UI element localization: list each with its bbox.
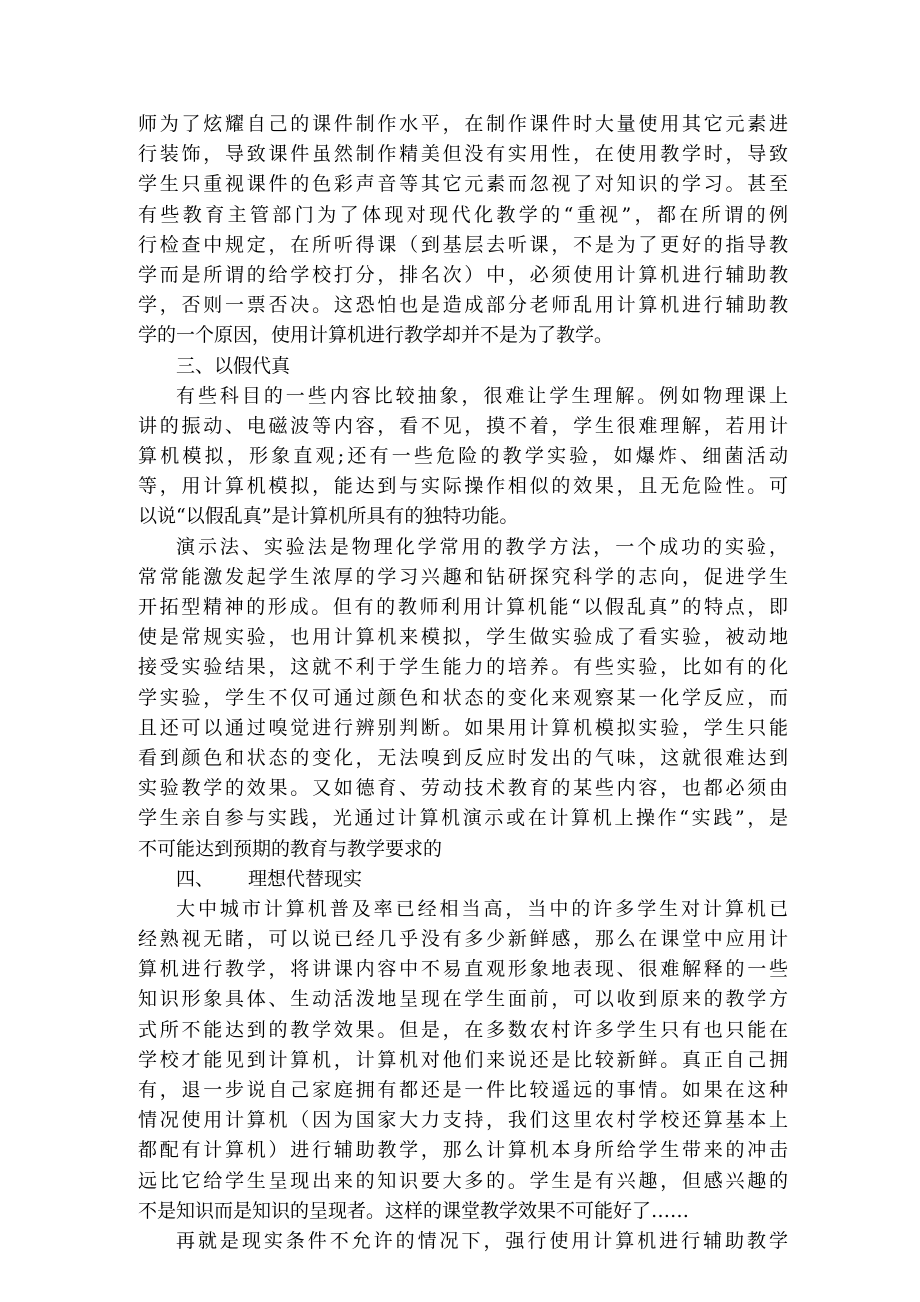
paragraph [138, 381, 788, 532]
text-line: 常常能激发起学生浓厚的学习兴趣和钻研探究科学的志向，促进学生 [138, 565, 788, 588]
text-line: 开拓型精神的形成。但有的教师利用计算机能“以假乱真”的特点，即 [138, 596, 788, 618]
text-line: 有，退一步说自己家庭拥有都还是一件比较遥远的事情。如果在这种 [138, 1079, 788, 1101]
text-line: 以说“以假乱真”是计算机所具有的独特功能。 [138, 505, 519, 528]
text-line: 接受实验结果，这就不利于学生能力的培养。有些实验，比如有的化 [138, 656, 788, 679]
paragraph [138, 894, 788, 1226]
section-title: 理想代替现实 [248, 867, 363, 890]
text-line: 大中城市计算机普及率已经相当高，当中的许多学生对计算机已 [176, 897, 788, 920]
text-line: 演示法、实验法是物理化学常用的教学方法，一个成功的实验， [176, 535, 788, 558]
text-line: 都配有计算机）进行辅助教学，那么计算机本身所给学生带来的冲击 [138, 1139, 788, 1162]
text-line: 学生亲自参与实践，光通过计算机演示或在计算机上操作“实践”，是 [138, 807, 788, 830]
text-line: 不是知识而是知识的呈现者。这样的课堂教学效果不可能好了…… [138, 1199, 690, 1222]
text-line: 等，用计算机模拟，能达到与实际操作相似的效果，且无危险性。可 [138, 475, 788, 498]
text-line: 算机进行教学，将讲课内容中不易直观形象地表现、很难解释的一些 [138, 958, 788, 981]
text-line: 看到颜色和状态的变化，无法嗅到反应时发出的气味，这就很难达到 [138, 746, 788, 769]
text-line: 情况使用计算机（因为国家大力支持，我们这里农村学校还算基本上 [138, 1109, 788, 1132]
text-line: 不可能达到预期的教育与教学要求的 [138, 837, 443, 860]
text-line: 学实验，学生不仅可通过颜色和状态的变化来观察某一化学反应，而 [138, 686, 788, 709]
paragraph [138, 532, 788, 864]
text-line: 再就是现实条件不允许的情况下，强行使用计算机进行辅助教学 [176, 1229, 788, 1252]
paragraph [138, 109, 788, 351]
text-line: 且还可以通过嗅觉进行辨别判断。如果用计算机模拟实验，学生只能 [138, 716, 788, 739]
section-heading [138, 864, 788, 894]
text-line: 讲的振动、电磁波等内容，看不见，摸不着，学生很难理解，若用计 [138, 414, 788, 437]
text-line: 师为了炫耀自己的课件制作水平，在制作课件时大量使用其它元素进 [138, 113, 788, 135]
text-line: 学而是所谓的给学校打分，排名次）中，必须使用计算机进行辅助教 [138, 263, 788, 286]
text-line: 学生只重视课件的色彩声音等其它元素而忽视了对知识的学习。甚至 [138, 173, 788, 196]
document-body [138, 109, 788, 1256]
text-line: 学校才能见到计算机，计算机对他们来说还是比较新鲜。真正自己拥 [138, 1048, 788, 1071]
text-line: 实验教学的效果。又如德育、劳动技术教育的某些内容，也都必须由 [138, 777, 788, 800]
section-heading: 三、以假代真 [176, 354, 291, 377]
text-line: 学，否则一票否决。这恐怕也是造成部分老师乱用计算机进行辅助教 [138, 294, 788, 317]
text-line: 使是常规实验，也用计算机来模拟，学生做实验成了看实验，被动地 [138, 626, 788, 649]
text-line: 知识形象具体、生动活泼地呈现在学生面前，可以收到原来的教学方 [138, 988, 788, 1011]
text-line: 行装饰，导致课件虽然制作精美但没有实用性，在使用教学时，导致 [138, 143, 788, 166]
text-line: 式所不能达到的教学效果。但是，在多数农村许多学生只有也只能在 [138, 1018, 788, 1041]
section-number: 四、 [176, 867, 215, 890]
text-line: 学的一个原因，使用计算机进行教学却并不是为了教学。 [138, 324, 614, 347]
paragraph [138, 1226, 788, 1256]
text-line: 有些教育主管部门为了体现对现代化教学的“重视”，都在所谓的例 [138, 203, 788, 226]
text-line: 有些科目的一些内容比较抽象，很难让学生理解。例如物理课上 [176, 384, 788, 407]
text-line: 远比它给学生呈现出来的知识要大多的。学生是有兴趣，但感兴趣的 [138, 1169, 788, 1192]
text-line: 经熟视无睹，可以说已经几乎没有多少新鲜感，那么在课堂中应用计 [138, 928, 788, 951]
text-line: 算机模拟，形象直观;还有一些危险的教学实验，如爆炸、细菌活动 [138, 445, 788, 468]
text-line: 行检查中规定，在所听得课（到基层去听课，不是为了更好的指导教 [138, 233, 788, 256]
